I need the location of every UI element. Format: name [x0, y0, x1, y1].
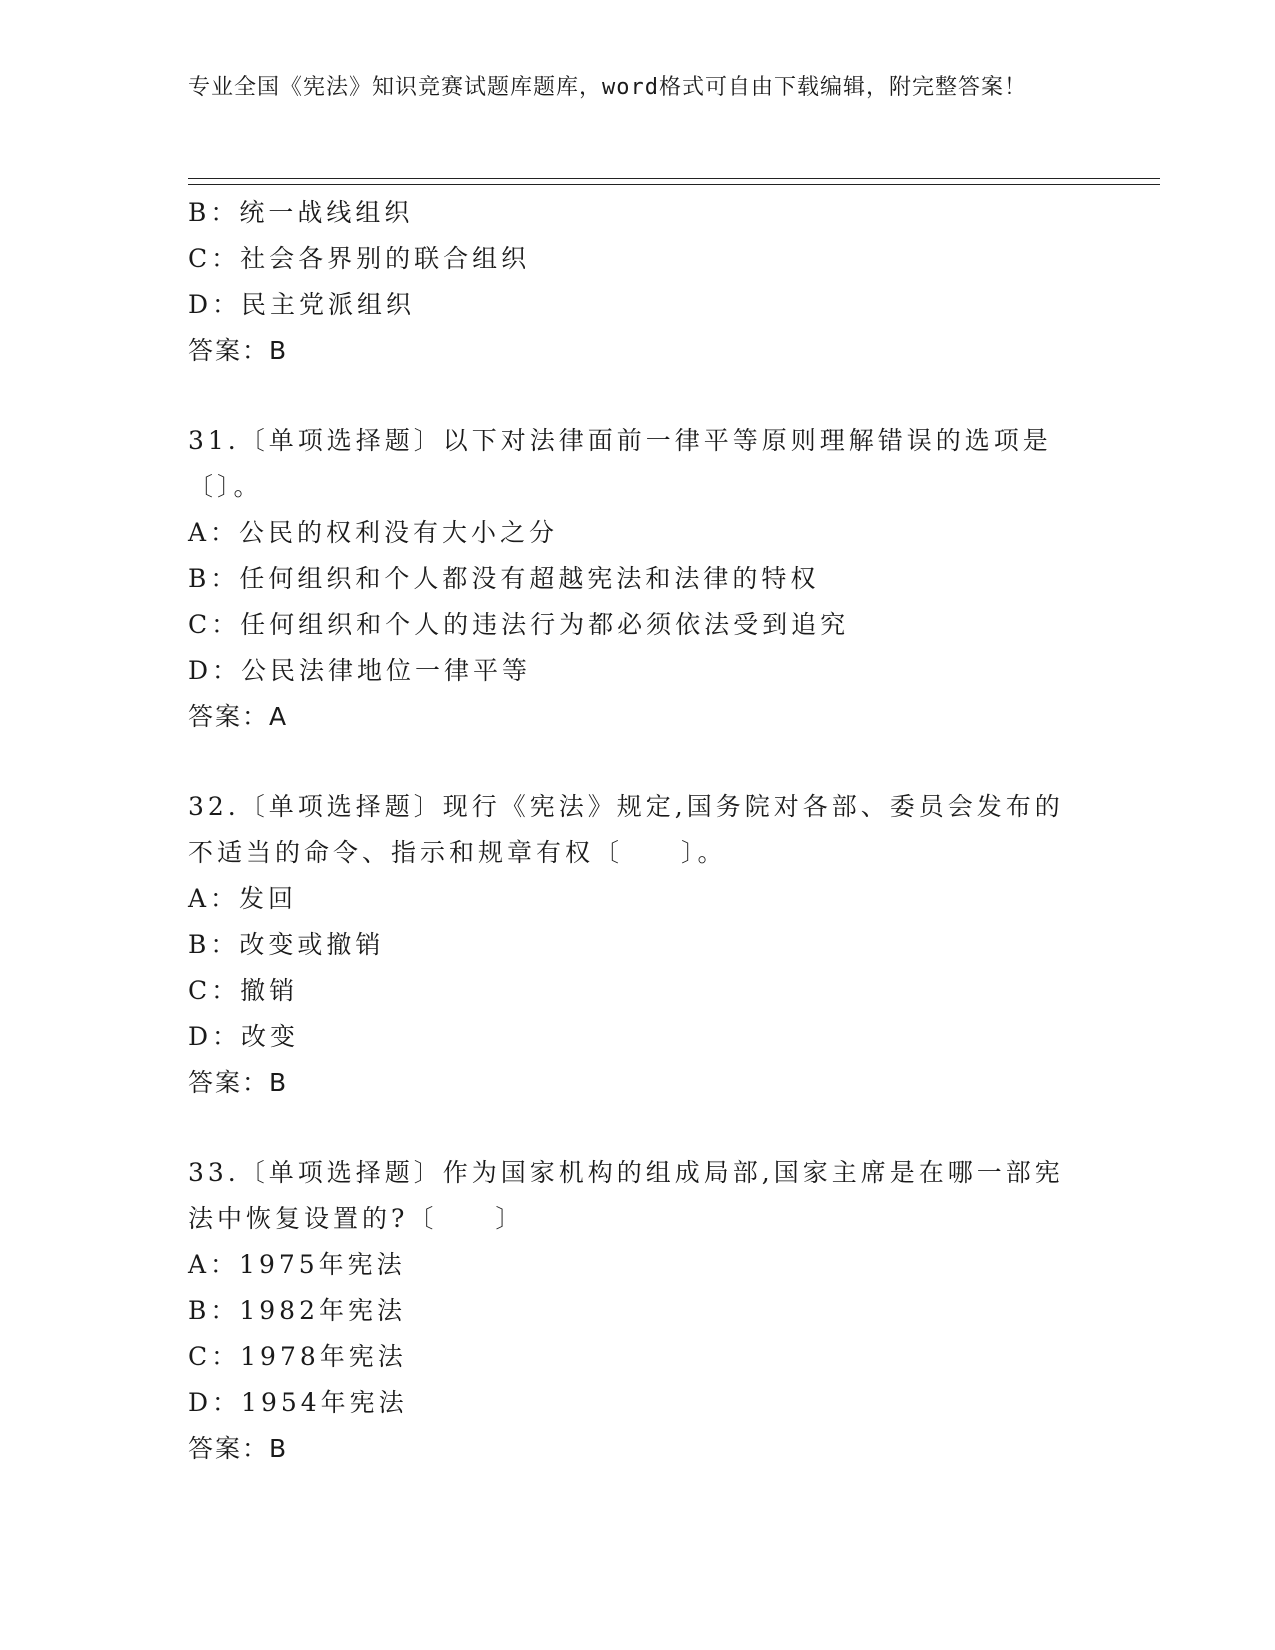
answer-line: 答案：A	[188, 702, 289, 731]
question-text: 31.〔单项选择题〕以下对法律面前一律平等原则理解错误的选项是〔〕。	[188, 426, 1052, 501]
question-text: 32.〔单项选择题〕现行《宪法》规定,国务院对各部、委员会发布的不适当的命令、指示和规章有权〔 〕。	[188, 792, 1064, 867]
option-a: A：发回	[188, 884, 298, 913]
option-a: A：公民的权利没有大小之分	[188, 518, 559, 547]
option-d: D：公民法律地位一律平等	[188, 656, 532, 685]
option-c: C：撤销	[188, 976, 299, 1005]
option-d: D：民主党派组织	[188, 290, 416, 319]
question-31	[188, 418, 1088, 740]
option-a: A：1975年宪法	[188, 1250, 406, 1279]
spacer	[188, 374, 1088, 418]
option-c: C：社会各界别的联合组织	[188, 244, 531, 273]
option-b: B：统一战线组织	[188, 198, 414, 227]
option-c: C：1978年宪法	[188, 1342, 407, 1371]
page-header: 专业全国《宪法》知识竞赛试题库题库，word格式可自由下载编辑，附完整答案！	[188, 75, 1027, 100]
spacer	[188, 740, 1088, 784]
header-divider-top	[188, 178, 1160, 179]
option-b: B：任何组织和个人都没有超越宪法和法律的特权	[188, 564, 820, 593]
answer-line: 答案：B	[188, 1068, 289, 1097]
answer-line: 答案：B	[188, 336, 289, 365]
question-list	[188, 190, 1088, 1472]
question-33	[188, 1150, 1088, 1472]
option-d: D：1954年宪法	[188, 1388, 408, 1417]
question-text: 33.〔单项选择题〕作为国家机构的组成局部,国家主席是在哪一部宪法中恢复设置的?〔 〕	[188, 1158, 1064, 1233]
spacer	[188, 1106, 1088, 1150]
option-b: B：改变或撤销	[188, 930, 385, 959]
question-32	[188, 784, 1088, 1106]
header-divider-bottom	[188, 184, 1160, 185]
answer-line: 答案：B	[188, 1434, 289, 1463]
option-c: C：任何组织和个人的违法行为都必须依法受到追究	[188, 610, 850, 639]
option-d: D：改变	[188, 1022, 300, 1051]
question-30-continued	[188, 190, 1088, 374]
option-b: B：1982年宪法	[188, 1296, 406, 1325]
